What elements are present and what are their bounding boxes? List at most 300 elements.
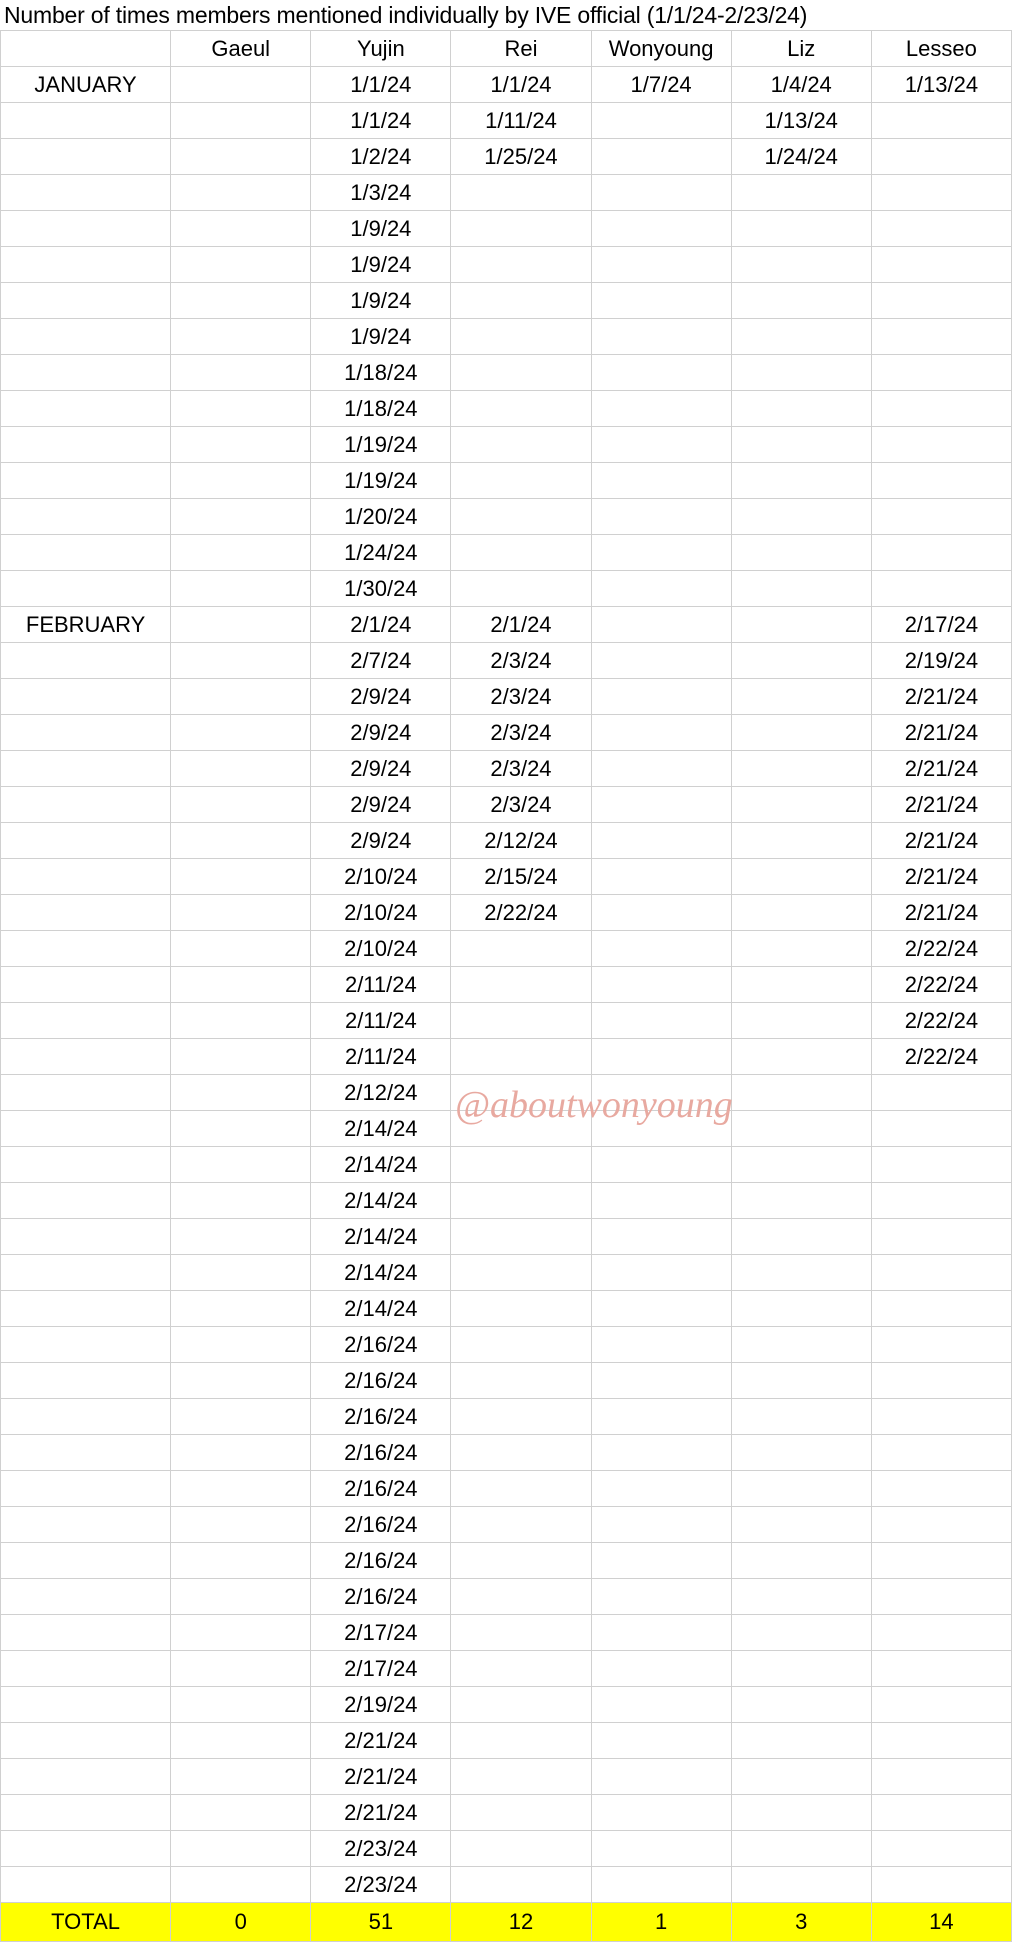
cell-yujin: 2/14/24 (311, 1111, 451, 1147)
cell-yujin: 2/23/24 (311, 1867, 451, 1903)
cell-lesseo (871, 1579, 1011, 1615)
cell-wonyoung (591, 679, 731, 715)
cell-rei (451, 1219, 591, 1255)
cell-gaeul (171, 1507, 311, 1543)
month-cell (1, 1147, 171, 1183)
cell-liz (731, 1615, 871, 1651)
cell-rei (451, 1867, 591, 1903)
cell-lesseo (871, 1255, 1011, 1291)
cell-rei (451, 1399, 591, 1435)
cell-wonyoung (591, 1147, 731, 1183)
cell-gaeul (171, 1255, 311, 1291)
cell-liz: 1/24/24 (731, 139, 871, 175)
month-cell (1, 103, 171, 139)
cell-rei (451, 1255, 591, 1291)
month-cell (1, 643, 171, 679)
cell-liz (731, 1003, 871, 1039)
cell-gaeul (171, 1867, 311, 1903)
cell-gaeul (171, 571, 311, 607)
cell-yujin: 2/11/24 (311, 1003, 451, 1039)
cell-yujin: 2/14/24 (311, 1219, 451, 1255)
cell-rei (451, 1759, 591, 1795)
cell-wonyoung (591, 139, 731, 175)
column-header-gaeul: Gaeul (171, 31, 311, 67)
cell-liz (731, 1039, 871, 1075)
month-cell (1, 1219, 171, 1255)
cell-liz (731, 751, 871, 787)
month-cell (1, 679, 171, 715)
table-row (1, 499, 1012, 535)
cell-rei (451, 571, 591, 607)
cell-yujin: 1/19/24 (311, 427, 451, 463)
table-row (1, 967, 1012, 1003)
cell-lesseo: 2/17/24 (871, 607, 1011, 643)
cell-wonyoung (591, 1687, 731, 1723)
cell-yujin: 2/16/24 (311, 1507, 451, 1543)
month-cell: JANUARY (1, 67, 171, 103)
cell-lesseo (871, 103, 1011, 139)
cell-lesseo (871, 355, 1011, 391)
cell-lesseo (871, 1651, 1011, 1687)
month-cell (1, 751, 171, 787)
cell-liz (731, 859, 871, 895)
table-row (1, 823, 1012, 859)
cell-lesseo (871, 499, 1011, 535)
cell-rei (451, 463, 591, 499)
cell-rei (451, 1615, 591, 1651)
cell-wonyoung (591, 607, 731, 643)
cell-yujin: 2/17/24 (311, 1615, 451, 1651)
table-header-row (1, 31, 1012, 67)
cell-gaeul (171, 1759, 311, 1795)
table-row (1, 1363, 1012, 1399)
month-cell (1, 391, 171, 427)
cell-liz (731, 535, 871, 571)
cell-gaeul (171, 139, 311, 175)
cell-gaeul (171, 1831, 311, 1867)
cell-yujin: 1/1/24 (311, 103, 451, 139)
cell-wonyoung (591, 787, 731, 823)
cell-yujin: 1/3/24 (311, 175, 451, 211)
table-row (1, 427, 1012, 463)
cell-rei: 2/1/24 (451, 607, 591, 643)
cell-yujin: 2/12/24 (311, 1075, 451, 1111)
column-header-rei: Rei (451, 31, 591, 67)
cell-gaeul (171, 859, 311, 895)
cell-gaeul (171, 1579, 311, 1615)
cell-yujin: 2/9/24 (311, 787, 451, 823)
cell-liz (731, 1075, 871, 1111)
cell-rei (451, 1651, 591, 1687)
cell-gaeul (171, 1651, 311, 1687)
cell-yujin: 1/30/24 (311, 571, 451, 607)
cell-gaeul (171, 391, 311, 427)
month-cell (1, 1831, 171, 1867)
cell-rei (451, 1363, 591, 1399)
cell-wonyoung (591, 463, 731, 499)
cell-wonyoung (591, 859, 731, 895)
table-row (1, 1831, 1012, 1867)
cell-wonyoung (591, 247, 731, 283)
cell-lesseo (871, 1111, 1011, 1147)
cell-liz: 1/13/24 (731, 103, 871, 139)
cell-gaeul (171, 247, 311, 283)
cell-gaeul (171, 1363, 311, 1399)
cell-wonyoung (591, 1543, 731, 1579)
month-cell (1, 1795, 171, 1831)
cell-rei (451, 1183, 591, 1219)
cell-gaeul (171, 103, 311, 139)
cell-lesseo (871, 1435, 1011, 1471)
cell-wonyoung (591, 427, 731, 463)
cell-rei (451, 391, 591, 427)
cell-liz (731, 1723, 871, 1759)
cell-lesseo: 2/22/24 (871, 1003, 1011, 1039)
cell-yujin: 2/10/24 (311, 895, 451, 931)
cell-gaeul (171, 895, 311, 931)
cell-rei (451, 1111, 591, 1147)
cell-liz (731, 823, 871, 859)
cell-wonyoung (591, 1075, 731, 1111)
cell-wonyoung (591, 643, 731, 679)
month-cell (1, 1003, 171, 1039)
cell-yujin: 1/9/24 (311, 283, 451, 319)
cell-wonyoung (591, 931, 731, 967)
month-cell (1, 1435, 171, 1471)
table-row (1, 1543, 1012, 1579)
cell-liz (731, 1687, 871, 1723)
cell-wonyoung (591, 355, 731, 391)
cell-lesseo (871, 463, 1011, 499)
cell-rei (451, 1507, 591, 1543)
cell-yujin: 1/9/24 (311, 247, 451, 283)
cell-gaeul (171, 1039, 311, 1075)
cell-liz (731, 607, 871, 643)
cell-wonyoung (591, 1615, 731, 1651)
cell-gaeul (171, 787, 311, 823)
cell-yujin: 1/18/24 (311, 355, 451, 391)
table-row (1, 463, 1012, 499)
cell-lesseo (871, 1615, 1011, 1651)
cell-rei: 1/25/24 (451, 139, 591, 175)
table-row (1, 211, 1012, 247)
cell-gaeul (171, 1075, 311, 1111)
cell-rei: 2/3/24 (451, 751, 591, 787)
cell-liz (731, 1363, 871, 1399)
table-row (1, 1795, 1012, 1831)
cell-rei: 1/1/24 (451, 67, 591, 103)
cell-liz (731, 1255, 871, 1291)
cell-yujin: 1/1/24 (311, 67, 451, 103)
month-cell (1, 1075, 171, 1111)
cell-rei (451, 283, 591, 319)
cell-gaeul (171, 643, 311, 679)
table-row (1, 355, 1012, 391)
cell-lesseo (871, 1687, 1011, 1723)
table-row (1, 1507, 1012, 1543)
cell-gaeul (171, 535, 311, 571)
cell-yujin: 2/9/24 (311, 679, 451, 715)
cell-yujin: 2/16/24 (311, 1579, 451, 1615)
cell-gaeul (171, 823, 311, 859)
cell-yujin: 2/11/24 (311, 1039, 451, 1075)
table-row (1, 1687, 1012, 1723)
cell-rei: 2/15/24 (451, 859, 591, 895)
cell-liz (731, 1435, 871, 1471)
cell-wonyoung: 1/7/24 (591, 67, 731, 103)
cell-yujin: 2/10/24 (311, 859, 451, 895)
table-row (1, 103, 1012, 139)
cell-rei (451, 1003, 591, 1039)
cell-wonyoung (591, 535, 731, 571)
cell-liz (731, 967, 871, 1003)
month-cell (1, 1255, 171, 1291)
total-yujin: 51 (311, 1903, 451, 1942)
cell-lesseo (871, 1543, 1011, 1579)
cell-gaeul (171, 679, 311, 715)
cell-yujin: 1/19/24 (311, 463, 451, 499)
cell-lesseo: 2/21/24 (871, 751, 1011, 787)
cell-liz (731, 319, 871, 355)
cell-wonyoung (591, 1759, 731, 1795)
month-cell (1, 571, 171, 607)
cell-yujin: 2/16/24 (311, 1327, 451, 1363)
month-cell (1, 895, 171, 931)
cell-lesseo: 2/21/24 (871, 679, 1011, 715)
cell-lesseo (871, 1507, 1011, 1543)
total-label: TOTAL (1, 1903, 171, 1942)
table-row (1, 751, 1012, 787)
column-header-liz: Liz (731, 31, 871, 67)
cell-wonyoung (591, 571, 731, 607)
cell-lesseo (871, 1399, 1011, 1435)
cell-rei (451, 1039, 591, 1075)
cell-lesseo (871, 571, 1011, 607)
cell-yujin: 2/9/24 (311, 715, 451, 751)
cell-liz (731, 1759, 871, 1795)
table-title: Number of times members mentioned individually by IVE official (1/1/24-2/23/24) (4, 1, 808, 28)
cell-rei (451, 1471, 591, 1507)
cell-liz (731, 1183, 871, 1219)
cell-wonyoung (591, 1363, 731, 1399)
cell-rei (451, 1075, 591, 1111)
cell-yujin: 2/1/24 (311, 607, 451, 643)
cell-rei (451, 211, 591, 247)
total-liz: 3 (731, 1903, 871, 1942)
cell-rei (451, 355, 591, 391)
month-cell (1, 1291, 171, 1327)
cell-liz (731, 1867, 871, 1903)
cell-rei (451, 1579, 591, 1615)
month-cell (1, 1327, 171, 1363)
cell-liz (731, 391, 871, 427)
cell-yujin: 2/14/24 (311, 1147, 451, 1183)
month-cell (1, 859, 171, 895)
cell-rei (451, 499, 591, 535)
total-wonyoung: 1 (591, 1903, 731, 1942)
cell-gaeul (171, 715, 311, 751)
table-row (1, 715, 1012, 751)
total-lesseo: 14 (871, 1903, 1011, 1942)
cell-yujin: 1/9/24 (311, 319, 451, 355)
table-row (1, 319, 1012, 355)
cell-wonyoung (591, 1867, 731, 1903)
cell-lesseo: 1/13/24 (871, 67, 1011, 103)
cell-rei (451, 1831, 591, 1867)
column-header-yujin: Yujin (311, 31, 451, 67)
cell-rei: 2/3/24 (451, 679, 591, 715)
table-row (1, 859, 1012, 895)
month-cell (1, 823, 171, 859)
cell-gaeul (171, 931, 311, 967)
cell-yujin: 2/21/24 (311, 1759, 451, 1795)
cell-wonyoung (591, 1579, 731, 1615)
cell-yujin: 2/16/24 (311, 1363, 451, 1399)
cell-gaeul (171, 1111, 311, 1147)
cell-wonyoung (591, 175, 731, 211)
cell-wonyoung (591, 1219, 731, 1255)
table-row (1, 1723, 1012, 1759)
cell-wonyoung (591, 823, 731, 859)
cell-yujin: 2/9/24 (311, 751, 451, 787)
cell-rei (451, 1147, 591, 1183)
cell-gaeul (171, 283, 311, 319)
cell-gaeul (171, 355, 311, 391)
table-row (1, 1759, 1012, 1795)
month-cell (1, 1111, 171, 1147)
table-row (1, 679, 1012, 715)
cell-wonyoung (591, 103, 731, 139)
cell-lesseo: 2/22/24 (871, 931, 1011, 967)
cell-yujin: 2/16/24 (311, 1543, 451, 1579)
cell-liz (731, 643, 871, 679)
cell-gaeul (171, 499, 311, 535)
cell-gaeul (171, 1543, 311, 1579)
month-cell (1, 427, 171, 463)
table-row (1, 1615, 1012, 1651)
cell-liz (731, 427, 871, 463)
cell-wonyoung (591, 1507, 731, 1543)
cell-lesseo: 2/21/24 (871, 895, 1011, 931)
cell-gaeul (171, 751, 311, 787)
cell-lesseo (871, 1183, 1011, 1219)
cell-rei (451, 247, 591, 283)
cell-liz (731, 931, 871, 967)
month-cell: FEBRUARY (1, 607, 171, 643)
cell-yujin: 2/9/24 (311, 823, 451, 859)
cell-lesseo (871, 1723, 1011, 1759)
cell-yujin: 2/16/24 (311, 1435, 451, 1471)
cell-yujin: 2/14/24 (311, 1255, 451, 1291)
cell-yujin: 1/9/24 (311, 211, 451, 247)
cell-wonyoung (591, 1435, 731, 1471)
cell-lesseo (871, 535, 1011, 571)
cell-gaeul (171, 1687, 311, 1723)
cell-gaeul (171, 1471, 311, 1507)
cell-wonyoung (591, 1039, 731, 1075)
cell-liz (731, 463, 871, 499)
cell-lesseo (871, 1327, 1011, 1363)
table-row (1, 1003, 1012, 1039)
cell-gaeul (171, 1615, 311, 1651)
watermark: @aboutwonyoung (455, 1084, 733, 1126)
cell-lesseo (871, 247, 1011, 283)
month-cell (1, 463, 171, 499)
cell-lesseo (871, 139, 1011, 175)
cell-lesseo (871, 1795, 1011, 1831)
table-row (1, 139, 1012, 175)
cell-lesseo: 2/21/24 (871, 823, 1011, 859)
cell-wonyoung (591, 391, 731, 427)
cell-yujin: 2/19/24 (311, 1687, 451, 1723)
cell-lesseo (871, 1291, 1011, 1327)
cell-rei (451, 1687, 591, 1723)
cell-liz (731, 715, 871, 751)
cell-lesseo: 2/21/24 (871, 715, 1011, 751)
cell-wonyoung (591, 1795, 731, 1831)
month-cell (1, 787, 171, 823)
table-row (1, 1579, 1012, 1615)
cell-lesseo: 2/22/24 (871, 967, 1011, 1003)
cell-liz (731, 1327, 871, 1363)
table-row (1, 1327, 1012, 1363)
cell-wonyoung (591, 1111, 731, 1147)
cell-wonyoung (591, 319, 731, 355)
cell-liz: 1/4/24 (731, 67, 871, 103)
cell-lesseo: 2/21/24 (871, 859, 1011, 895)
cell-lesseo (871, 427, 1011, 463)
cell-wonyoung (591, 967, 731, 1003)
cell-wonyoung (591, 1291, 731, 1327)
cell-liz (731, 1543, 871, 1579)
cell-liz (731, 211, 871, 247)
table-row (1, 175, 1012, 211)
cell-rei (451, 931, 591, 967)
cell-lesseo (871, 1147, 1011, 1183)
cell-gaeul (171, 1183, 311, 1219)
table-row (1, 1147, 1012, 1183)
cell-liz (731, 247, 871, 283)
table-row (1, 571, 1012, 607)
cell-gaeul (171, 211, 311, 247)
cell-liz (731, 1399, 871, 1435)
cell-rei (451, 1723, 591, 1759)
month-cell (1, 319, 171, 355)
cell-yujin: 2/10/24 (311, 931, 451, 967)
column-header-month (1, 31, 171, 67)
cell-liz (731, 571, 871, 607)
cell-gaeul (171, 1219, 311, 1255)
table-row (1, 1111, 1012, 1147)
cell-wonyoung (591, 1255, 731, 1291)
month-cell (1, 535, 171, 571)
cell-yujin: 2/23/24 (311, 1831, 451, 1867)
cell-gaeul (171, 1147, 311, 1183)
cell-rei: 1/11/24 (451, 103, 591, 139)
cell-liz (731, 679, 871, 715)
month-cell (1, 175, 171, 211)
cell-yujin: 1/2/24 (311, 139, 451, 175)
cell-lesseo (871, 1075, 1011, 1111)
table-row (1, 1867, 1012, 1903)
cell-wonyoung (591, 211, 731, 247)
cell-rei (451, 535, 591, 571)
cell-gaeul (171, 463, 311, 499)
cell-wonyoung (591, 751, 731, 787)
table-row (1, 1399, 1012, 1435)
cell-rei (451, 1327, 591, 1363)
cell-gaeul (171, 1723, 311, 1759)
